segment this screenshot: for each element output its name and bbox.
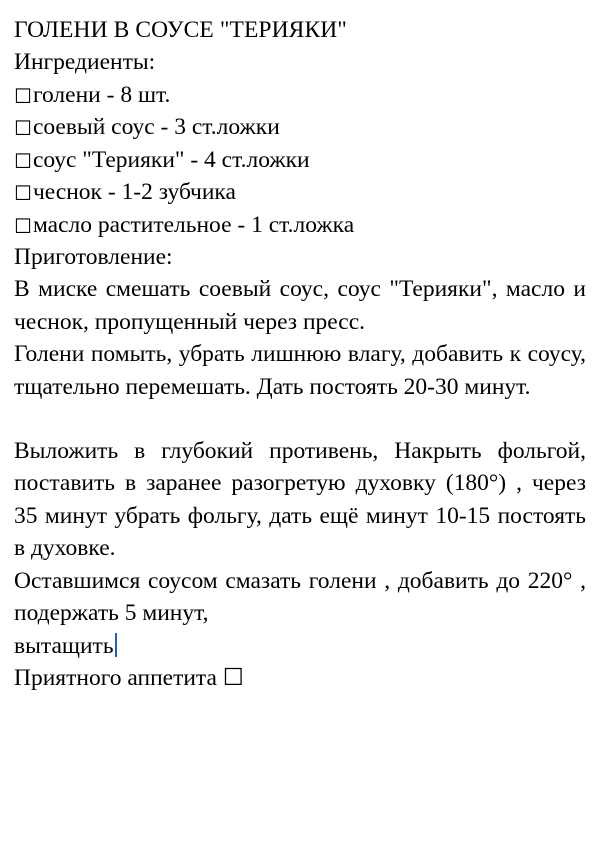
ingredient-label: соевый соус - 3 ст.ложки: [32, 114, 280, 141]
checkbox-icon[interactable]: ☐: [14, 181, 32, 206]
ingredient-label: масло растительное - 1 ст.ложка: [32, 211, 355, 238]
page-title: ГОЛЕНИ В СОУСЕ "ТЕРИЯКИ": [14, 17, 347, 43]
checkbox-icon[interactable]: ☐: [14, 148, 32, 173]
preparation-paragraph: В миске смешать соевый соус, соус "Терияки", масло и чеснок, пропущенный через пресс.: [14, 276, 586, 335]
ingredient-item: [14, 144, 586, 176]
ingredient-label: голени - 8 шт.: [32, 81, 171, 108]
ingredient-item: [14, 79, 586, 111]
checkbox-icon[interactable]: ☐: [14, 116, 32, 141]
closing-line: Приятного аппетита ☐: [14, 665, 244, 692]
preparation-paragraph: Оставшимся соусом смазать голени , добавить до 220° , подержать 5 минут,: [14, 567, 586, 627]
checkbox-icon[interactable]: ☐: [14, 213, 32, 238]
paragraph-spacer: [14, 403, 586, 435]
ingredients-heading: Ингредиенты:: [14, 49, 156, 76]
recipe-text: [14, 14, 586, 694]
last-word: вытащить: [14, 632, 114, 659]
preparation-heading: Приготовление:: [14, 243, 173, 270]
text-cursor: [115, 633, 117, 657]
ingredient-label: чеснок - 1-2 зубчика: [32, 179, 236, 206]
ingredient-item: [14, 209, 586, 241]
ingredient-label: соус "Терияки" - 4 ст.ложки: [32, 146, 310, 173]
preparation-paragraph: Выложить в глубокий противень, Накрыть фольгой, поставить в заранее разогретую духовку (180°) , через 35 минут убрать фольгу, дать ещё минут 10-15 постоять в духовке.: [14, 438, 586, 562]
checkbox-icon[interactable]: ☐: [14, 83, 32, 108]
preparation-paragraph: Голени помыть, убрать лишнюю влагу, добавить к соусу, тщательно перемешать. Дать постоять 20-30 минут.: [14, 341, 586, 400]
ingredient-item: [14, 176, 586, 208]
cursor-line[interactable]: [14, 630, 586, 662]
ingredient-item: [14, 111, 586, 143]
